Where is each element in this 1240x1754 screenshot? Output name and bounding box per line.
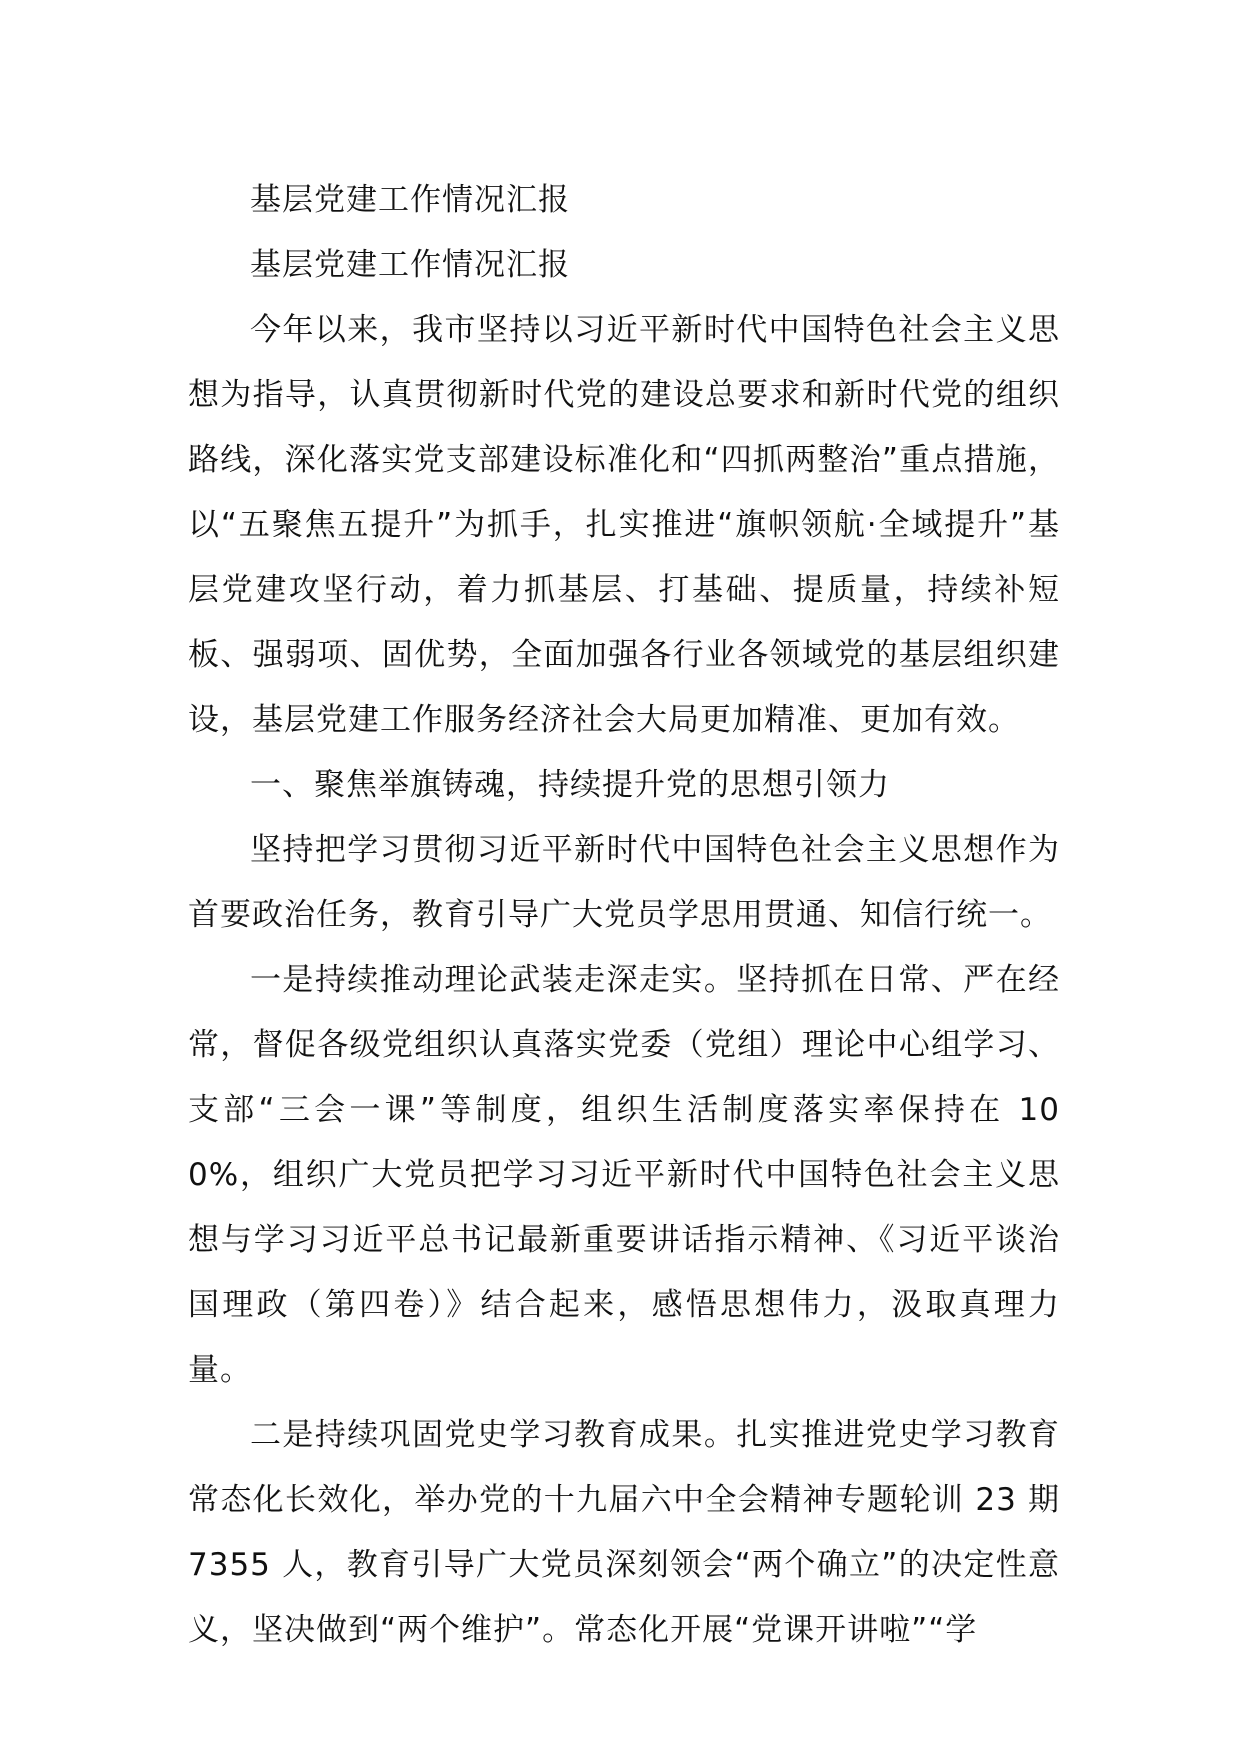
document-body [188,168,1060,1663]
document-title: 基层党建工作情况汇报 [250,182,570,218]
paragraph-item-1: 一是持续推动理论武装走深走实。坚持抓在日常、严在经常，督促各级党组织认真落实党委（党组）理论中心组学习、支部“三会一课”等制度，组织生活制度落实率保持在 100%，组织广大党员把学习习近平新时代中国特色社会主义思想与学习习近平总书记最新重要讲话指示精神、《习近平谈治国理政（第四卷）》结合起来，感悟思想伟力，汲取真理力量。 [188,962,1060,1388]
document-subtitle: 基层党建工作情况汇报 [250,247,570,283]
paragraph-intro: 今年以来，我市坚持以习近平新时代中国特色社会主义思想为指导，认真贯彻新时代党的建设总要求和新时代党的组织路线，深化落实党支部建设标准化和“四抓两整治”重点措施，以“五聚焦五提升”为抓手，扎实推进“旗帜领航·全域提升”基层党建攻坚行动，着力抓基层、打基础、提质量，持续补短板、强弱项、固优势，全面加强各行业各领域党的基层组织建设，基层党建工作服务经济社会大局更加精准、更加有效。 [188,312,1060,738]
paragraph-section-1-summary: 坚持把学习贯彻习近平新时代中国特色社会主义思想作为首要政治任务，教育引导广大党员学思用贯通、知信行统一。 [188,832,1060,933]
section-heading-1: 一、聚焦举旗铸魂，持续提升党的思想引领力 [250,767,890,803]
paragraph-item-2: 二是持续巩固党史学习教育成果。扎实推进党史学习教育常态化长效化，举办党的十九届六中全会精神专题轮训 23 期 7355 人，教育引导广大党员深刻领会“两个确立”的决定性意义，坚决做到“两个维护”。常态化开展“党课开讲啦”“学 [188,1417,1060,1648]
